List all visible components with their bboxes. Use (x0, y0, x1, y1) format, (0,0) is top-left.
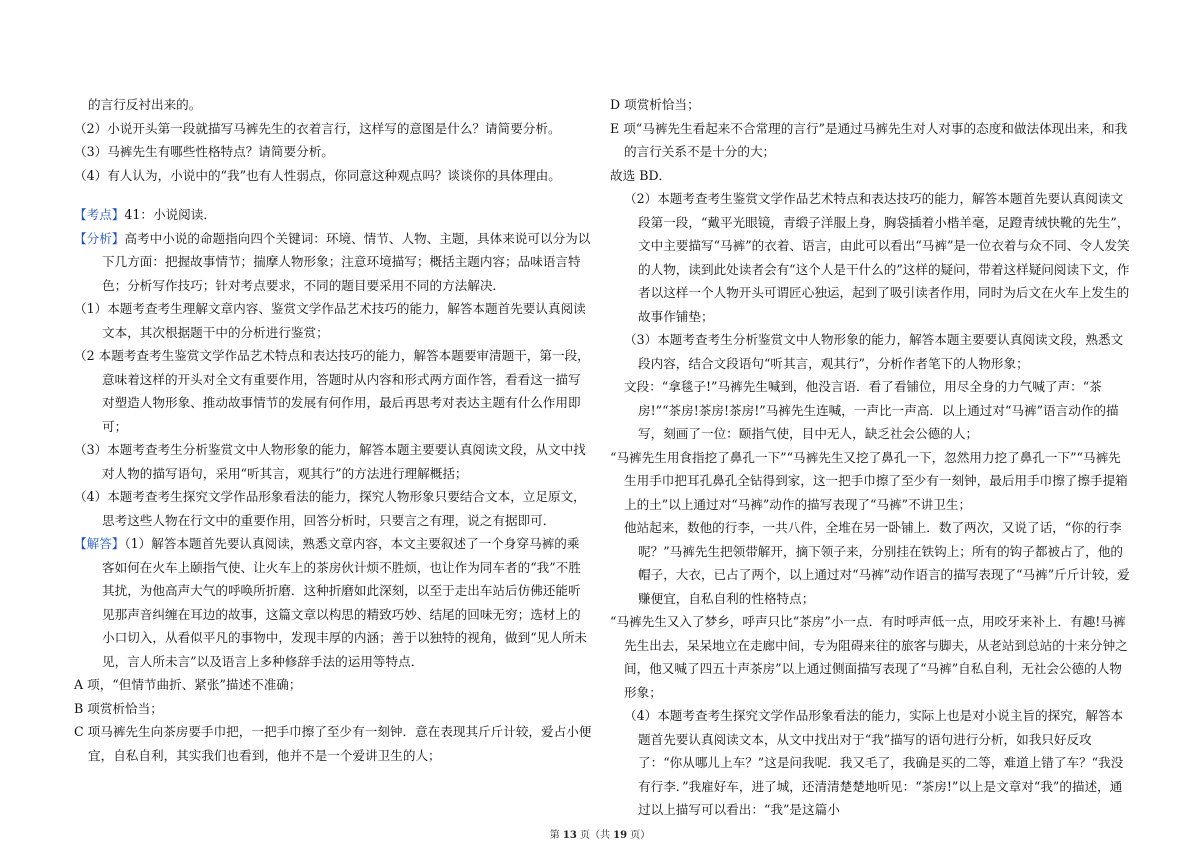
answer-choice: 故选 BD． (610, 167, 672, 183)
answer-2: （2）本题考查考生鉴赏文学作品艺术特点和表达技巧的能力，解答本题首先要认真阅读文段第一段，“戴平光眼镜，青缎子洋服上身，胸袋插着小楷羊毫，足蹬青绒快靴的先生”，文中主要描写“马裤”的衣着、语言，由此可以看出“马裤”是一位衣着与众不同、令人发笑的人物，读到此处读者会有“这个人是干什么的”这样的疑问，带着这样疑问阅读下文，作者以这样一个人物开头可谓匠心独运，起到了吸引读者作用，同时为后文在火车上发生的故事作铺垫； (624, 191, 1130, 324)
option-c: C 项马裤先生向茶房要手巾把，一把手巾擦了至少有一刻钟．意在表现其斤斤计较，爱占小便宜，自私自利，其实我们也看到，他并不是一个爱讲卫生的人； (74, 724, 592, 763)
footer-prefix: 第 (549, 830, 563, 841)
answer-3-quote-d: “马裤先生又入了梦乡，呼声只比“茶房”小一点．有时呼声低一点，用咬牙来补上．有趣!马裤先生出去，呆呆地立在走廊中间，专为阻碍来往的旅客与脚夫，从老站到总站的十来分钟之间，他又喊了四五十声茶房”以上通过侧面描写表现了“马裤”自私自利，无社会公德的人物形象； (610, 614, 1128, 700)
footer-suffix: 页） (627, 830, 651, 841)
question-3: （3）马裤先生有哪些性格特点？请简要分析。 (74, 144, 334, 159)
kaodian-section (74, 203, 592, 227)
intro-line: 的言行反衬出来的。 (88, 97, 202, 112)
analysis-1: （1）本题考查考生理解文章内容、鉴赏文学作品艺术技巧的能力，解答本题首先要认真阅读文本，其次根据题干中的分析进行鉴赏； (74, 301, 586, 340)
fenxi-tag: 【分析】 (74, 230, 125, 246)
analysis-2: （2 本题考查考生鉴赏文学作品艺术特点和表达技巧的能力，解答本题要审清题干，第一段，意味着这样的开头对全文有重要作用，答题时从内容和形式两方面作答，看看这一描写对塑造人物形象、推动故事情节的发展有何作用，最后再思考对表达主题有什么作用即可； (74, 348, 590, 434)
left-column (74, 93, 592, 767)
answer-3: （3）本题考查考生分析鉴赏文中人物形象的能力，解答本题主要要认真阅读文段，熟悉文段内容，结合文段语句“听其言，观其行”，分析作者笔下的人物形象； (624, 332, 1124, 371)
answer-4: （4）本题考查考生探究文学作品形象看法的能力，实际上也是对小说主旨的探究，解答本题首先要认真阅读文本，从文中找出对于“我”描写的语句进行分析，如我只好反攻了：“你从哪儿上车？”这是问我呢．我又毛了，我确是买的二等，难道上错了车？“我没有行李．”我雇好车，进了城，还清清楚楚地听见：“茶房!”以上是文章对“我”的描述，通过以上描写可以看出：“我”是这篇小 (624, 708, 1124, 817)
option-d: D 项赏析恰当； (610, 97, 700, 112)
fenxi-text: 高考中小说的命题指向四个关键词：环境、情节、人物、主题，具体来说可以分为以下几方面：把握故事情节；揣摩人物形象；注意环境描写；概括主题内容；品味语言特色；分析写作技巧；针对考点要求，不同的题目要采用不同的方法解决． (102, 230, 591, 293)
jieda-section (74, 532, 592, 673)
question-2: （2）小说开头第一段就描写马裤先生的衣着言行，这样写的意图是什么？请简要分析。 (74, 120, 561, 136)
kaodian-tag: 【考点】 (74, 207, 125, 222)
jieda-tag: 【解答】 (74, 536, 125, 551)
question-4: （4）有人认为，小说中的“我”也有人性弱点，你同意这种观点吗？谈谈你的具体理由。 (74, 167, 561, 183)
option-b: B 项赏析恰当； (74, 700, 163, 716)
answer-3-quote-c: 他站起来，数他的行李，一共八件，全堆在另一卧铺上．数了两次，又说了话，“你的行李呢？”马裤先生把领带解开，摘下领子来，分别挂在铁钩上；所有的钩子都被占了，他的帽子，大衣，已占了两个，以上通过对“马裤”动作语言的描写表现了“马裤”斤斤计较，爱赚便宜，自私自利的性格特点； (624, 520, 1130, 606)
answer-3-quote-b: “马裤先生用食指挖了鼻孔一下”“马裤先生又挖了鼻孔一下，忽然用力挖了鼻孔一下”“马裤先生用手巾把耳孔鼻孔全钻得到家，这一把手巾擦了至少有一刻钟，最后用手巾擦了擦手提箱上的土”以上通过对“马裤”动作的描写表现了“马裤”不讲卫生； (610, 449, 1128, 512)
option-a: A 项，“但情节曲折、紧张”描述不准确； (74, 677, 302, 692)
footer-middle: 页（共 (576, 830, 614, 841)
kaodian-text: 41：小说阅读． (124, 207, 216, 222)
right-column (610, 93, 1130, 822)
page-total: 19 (613, 830, 628, 841)
analysis-3: （3）本题考查考生分析鉴赏文中人物形象的能力，解答本题主要要认真阅读文段，从文中找对人物的描写语句，采用“听其言，观其行”的方法进行理解概括； (74, 442, 586, 481)
spacer (74, 187, 592, 203)
page-footer (0, 826, 1200, 841)
jieda-text: （1）解答本题首先要认真阅读，熟悉文章内容，本文主要叙述了一个身穿马裤的乘客如何在火车上颐指气使、让火车上的茶房伙计烦不胜烦，也让作为同车者的“我”不胜其扰，为他高声大气的呼唤所折磨．这种折磨如此深刻，以至于走出车站后仿佛还能听见那声音纠缠在耳边的故事，这篇文章以构思的精致巧妙、结尾的回味无穷；选材上的小口切入，从看似平凡的事物中，发现丰厚的内涵；善于以独特的视角，做到“见人所未见，言人所未言”以及语言上多种修辞手法的运用等特点． (102, 536, 588, 669)
analysis-4: （4）本题考查考生探究文学作品形象看法的能力，探究人物形象只要结合文本，立足原文，思考这些人物在行文中的重要作用，回答分析时，只要言之有理，说之有据即可． (74, 489, 586, 528)
fenxi-section (74, 227, 592, 298)
answer-3-quote-a: 文段：“拿毯子!”马裤先生喊到，他没言语．看了看铺位，用尽全身的力气喊了声：“茶房!”“茶房!茶房!茶房!”马裤先生连喊，一声比一声高．以上通过对“马裤”语言动作的描写，刻画了一位：颐指气使，目中无人，缺乏社会公德的人； (624, 379, 1119, 441)
option-e: E 项“马裤先生看起来不合常理的言行”是通过马裤先生对人对事的态度和做法体现出来，和我的言行关系不是十分的大； (610, 120, 1128, 159)
page-number: 13 (562, 830, 577, 841)
